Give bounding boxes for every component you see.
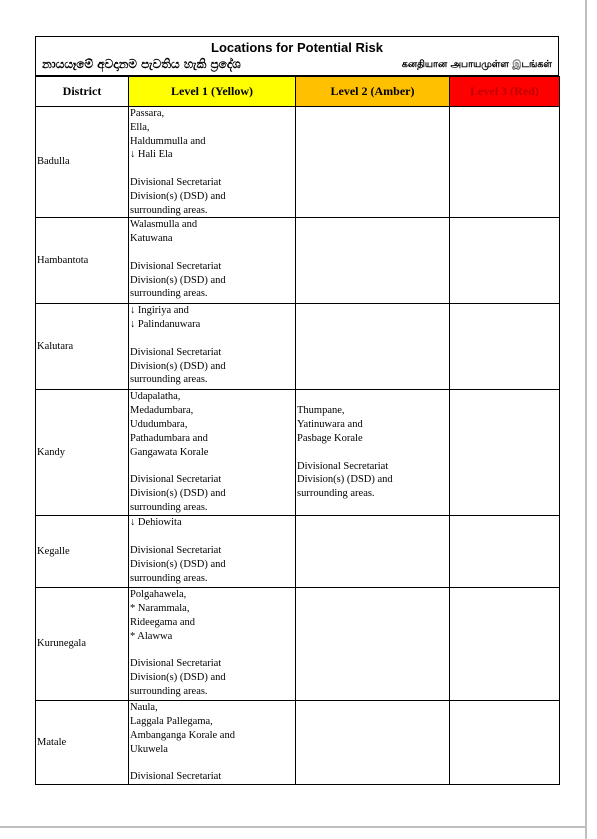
level1-areas: ↓ Ingiriya and ↓ Palindanuwara — [130, 305, 201, 331]
level1-cell — [129, 390, 296, 516]
level1-cell — [129, 516, 296, 588]
table-row — [36, 701, 560, 785]
district-cell: Kalutara — [36, 304, 129, 390]
level2-areas: Thumpane, Yatinuwara and Pasbage Korale — [297, 405, 363, 444]
level1-cell — [129, 588, 296, 701]
level1-dsd: Divisional Secretariat Division(s) (DSD) and surrounding areas. — [130, 176, 226, 216]
level2-dsd: Divisional Secretariat Division(s) (DSD) and surrounding areas. — [297, 460, 393, 500]
level2-cell — [296, 701, 450, 785]
level3-cell — [450, 218, 560, 304]
level2-cell — [296, 304, 450, 390]
table-row — [36, 516, 560, 588]
level3-cell — [450, 701, 560, 785]
title-tamil: கனதியான அபாயமுள்ள இடங்கள் — [401, 59, 552, 70]
level3-cell — [450, 107, 560, 218]
level1-dsd: Divisional Secretariat Division(s) (DSD) and surrounding areas. — [130, 544, 226, 584]
level1-cell — [129, 218, 296, 304]
table-row — [36, 304, 560, 390]
level1-cell — [129, 107, 296, 218]
level1-cell — [129, 304, 296, 390]
level2-cell — [296, 390, 450, 516]
table-row — [36, 390, 560, 516]
level2-cell — [296, 218, 450, 304]
risk-table — [35, 76, 560, 785]
table-row — [36, 588, 560, 701]
level1-areas: Udapalatha, Medadumbara, Ududumbara, Pathadumbara and Gangawata Korale — [130, 391, 209, 458]
page-edge-right — [585, 0, 587, 839]
level1-dsd: Divisional Secretariat Division(s) (DSD) and surrounding areas. — [130, 260, 226, 300]
column-header-level3: Level 3 (Red) — [450, 77, 560, 107]
title-sinhala: නායයෑමේ අවදානම පැවතිය හැකි ප්‍රදේශ — [42, 57, 241, 71]
level1-dsd: Divisional Secretariat — [130, 771, 222, 783]
level1-areas: ↓ Dehiowita — [130, 517, 182, 529]
column-header-level1: Level 1 (Yellow) — [129, 77, 296, 107]
district-cell: Kegalle — [36, 516, 129, 588]
level1-cell — [129, 701, 296, 785]
level1-dsd: Divisional Secretariat Division(s) (DSD) and surrounding areas. — [130, 346, 226, 386]
column-header-level2: Level 2 (Amber) — [296, 77, 450, 107]
level2-cell — [296, 588, 450, 701]
header-row — [36, 77, 560, 107]
district-cell: Kandy — [36, 390, 129, 516]
level1-dsd: Divisional Secretariat Division(s) (DSD) and surrounding areas. — [130, 658, 226, 697]
title-box — [35, 36, 559, 76]
district-cell: Hambantota — [36, 218, 129, 304]
column-header-district: District — [36, 77, 129, 107]
page-edge-bottom — [0, 826, 587, 828]
level1-areas: Walasmulla and Katuwana — [130, 219, 198, 245]
title-english: Locations for Potential Risk — [211, 40, 383, 55]
district-cell: Matale — [36, 701, 129, 785]
level1-areas: Polgahawela, * Narammala, Rideegama and * Alawwa — [130, 589, 196, 642]
level2-cell — [296, 107, 450, 218]
level3-cell — [450, 304, 560, 390]
district-cell: Badulla — [36, 107, 129, 218]
document — [35, 36, 559, 785]
level1-dsd: Divisional Secretariat Division(s) (DSD) and surrounding areas. — [130, 474, 226, 513]
district-cell: Kurunegala — [36, 588, 129, 701]
level3-cell — [450, 588, 560, 701]
level1-areas: Passara, Ella, Haldummulla and ↓ Hali Ela — [130, 108, 206, 161]
level3-cell — [450, 516, 560, 588]
level3-cell — [450, 390, 560, 516]
level2-cell — [296, 516, 450, 588]
table-row — [36, 107, 560, 218]
table-row — [36, 218, 560, 304]
level1-areas: Naula, Laggala Pallegama, Ambanganga Korale and Ukuwela — [130, 702, 235, 755]
